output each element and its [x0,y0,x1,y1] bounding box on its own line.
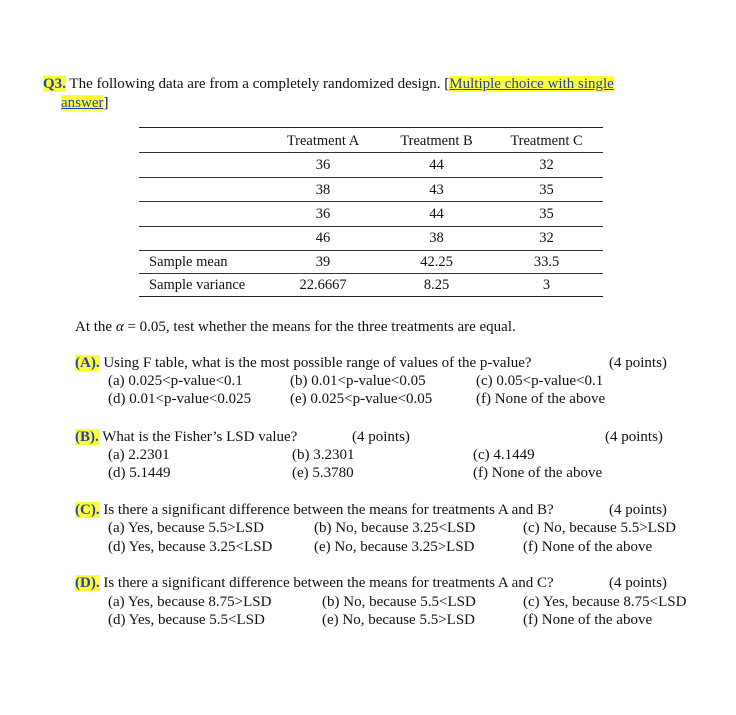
option-e[interactable]: (e) 5.3780 [292,465,354,481]
part-a-text: Using F table, what is the most possible range of values of the p-value? [99,355,532,371]
table-cell: 35 [539,182,554,198]
part-c-text: Is there a significant difference between the means for treatments A and B? [99,502,554,518]
option-e[interactable]: (e) 0.025<p-value<0.05 [290,391,433,407]
option-f[interactable]: (f) None of the above [523,612,653,628]
part-b-points-inline: (4 points) [352,429,410,445]
header-treatment-b: Treatment B [400,133,473,149]
part-c-tag: (C). [75,502,100,518]
header-treatment-c: Treatment C [510,133,583,149]
table-cell: 44 [429,206,444,222]
question-text: The following data are from a completely randomized design. [65,76,445,92]
table-cell: 39 [315,254,331,270]
option-a[interactable]: (a) Yes, because 8.75>LSD [108,594,272,610]
question-number: Q3. [43,76,66,92]
option-f[interactable]: (f) None of the above [523,539,653,555]
option-e[interactable]: (e) No, because 3.25>LSD [314,539,475,555]
part-b-text: What is the Fisher’s LSD value? [98,429,298,445]
table-bottom-rule [139,296,603,297]
part-b-tag: (B). [75,429,99,445]
table-cell: 3 [542,277,551,293]
table-cell: 35 [539,206,554,222]
table-cell: 42.25 [420,254,453,270]
table-row-rule [139,250,603,251]
alpha-symbol: α [115,319,124,335]
option-f[interactable]: (f) None of the above [473,465,603,481]
option-c[interactable]: (c) No, because 5.5>LSD [523,520,676,536]
table-row-rule [139,226,603,227]
option-d[interactable]: (d) 0.01<p-value<0.025 [108,391,252,407]
intro-before: At the [75,319,116,335]
option-b[interactable]: (b) No, because 3.25<LSD [314,520,476,536]
table-row-rule [139,177,603,178]
table-cell: 32 [539,230,554,246]
option-c[interactable]: (c) 4.1449 [473,447,535,463]
bracket-open: [ [444,76,450,92]
table-cell: 22.6667 [299,277,347,293]
option-c[interactable]: (c) Yes, because 8.75<LSD [523,594,687,610]
instruction-link-1[interactable]: Multiple choice with single [449,76,614,92]
table-cell: 33.5 [533,254,560,270]
part-a-tag: (A). [75,355,100,371]
option-a[interactable]: (a) 0.025<p-value<0.1 [108,373,243,389]
table-row-rule [139,201,603,202]
table-cell: 44 [429,157,444,173]
option-c[interactable]: (c) 0.05<p-value<0.1 [476,373,604,389]
part-c-points: (4 points) [609,502,667,518]
part-a-question [75,354,532,372]
question-header [43,75,614,93]
row-label-sample-variance: Sample variance [149,277,246,293]
part-b-question [75,428,297,446]
table-row-rule [139,273,603,274]
part-d-points: (4 points) [609,575,667,591]
table-header-rule [139,152,603,153]
table-cell: 8.25 [423,277,450,293]
intro-sentence [75,318,516,336]
table-cell: 38 [429,230,444,246]
table-cell: 38 [315,182,331,198]
option-d[interactable]: (d) Yes, because 5.5<LSD [108,612,265,628]
table-cell: 32 [539,157,554,173]
part-d-text: Is there a significant difference between the means for treatments A and C? [99,575,554,591]
option-b[interactable]: (b) 0.01<p-value<0.05 [290,373,426,389]
part-d-question [75,574,554,592]
option-b[interactable]: (b) No, because 5.5<LSD [322,594,476,610]
header-treatment-a: Treatment A [286,133,360,149]
option-f[interactable]: (f) None of the above [476,391,606,407]
bracket-close: ] [103,95,109,111]
part-b-points: (4 points) [605,429,663,445]
option-e[interactable]: (e) No, because 5.5>LSD [322,612,475,628]
table-cell: 36 [315,206,331,222]
option-d[interactable]: (d) Yes, because 3.25<LSD [108,539,273,555]
table-cell: 43 [429,182,444,198]
row-label-sample-mean: Sample mean [149,254,228,270]
part-a-points: (4 points) [609,355,667,371]
table-cell: 36 [315,157,331,173]
option-d[interactable]: (d) 5.1449 [108,465,171,481]
table-cell: 46 [315,230,331,246]
question-header-line2 [61,94,108,112]
instruction-link-2[interactable]: answer [61,95,104,111]
option-b[interactable]: (b) 3.2301 [292,447,355,463]
option-a[interactable]: (a) Yes, because 5.5>LSD [108,520,264,536]
intro-after: = 0.05, test whether the means for the three treatments are equal. [123,319,516,335]
part-c-question [75,501,554,519]
table-top-rule [139,127,603,128]
part-d-tag: (D). [75,575,100,591]
option-a[interactable]: (a) 2.2301 [108,447,170,463]
